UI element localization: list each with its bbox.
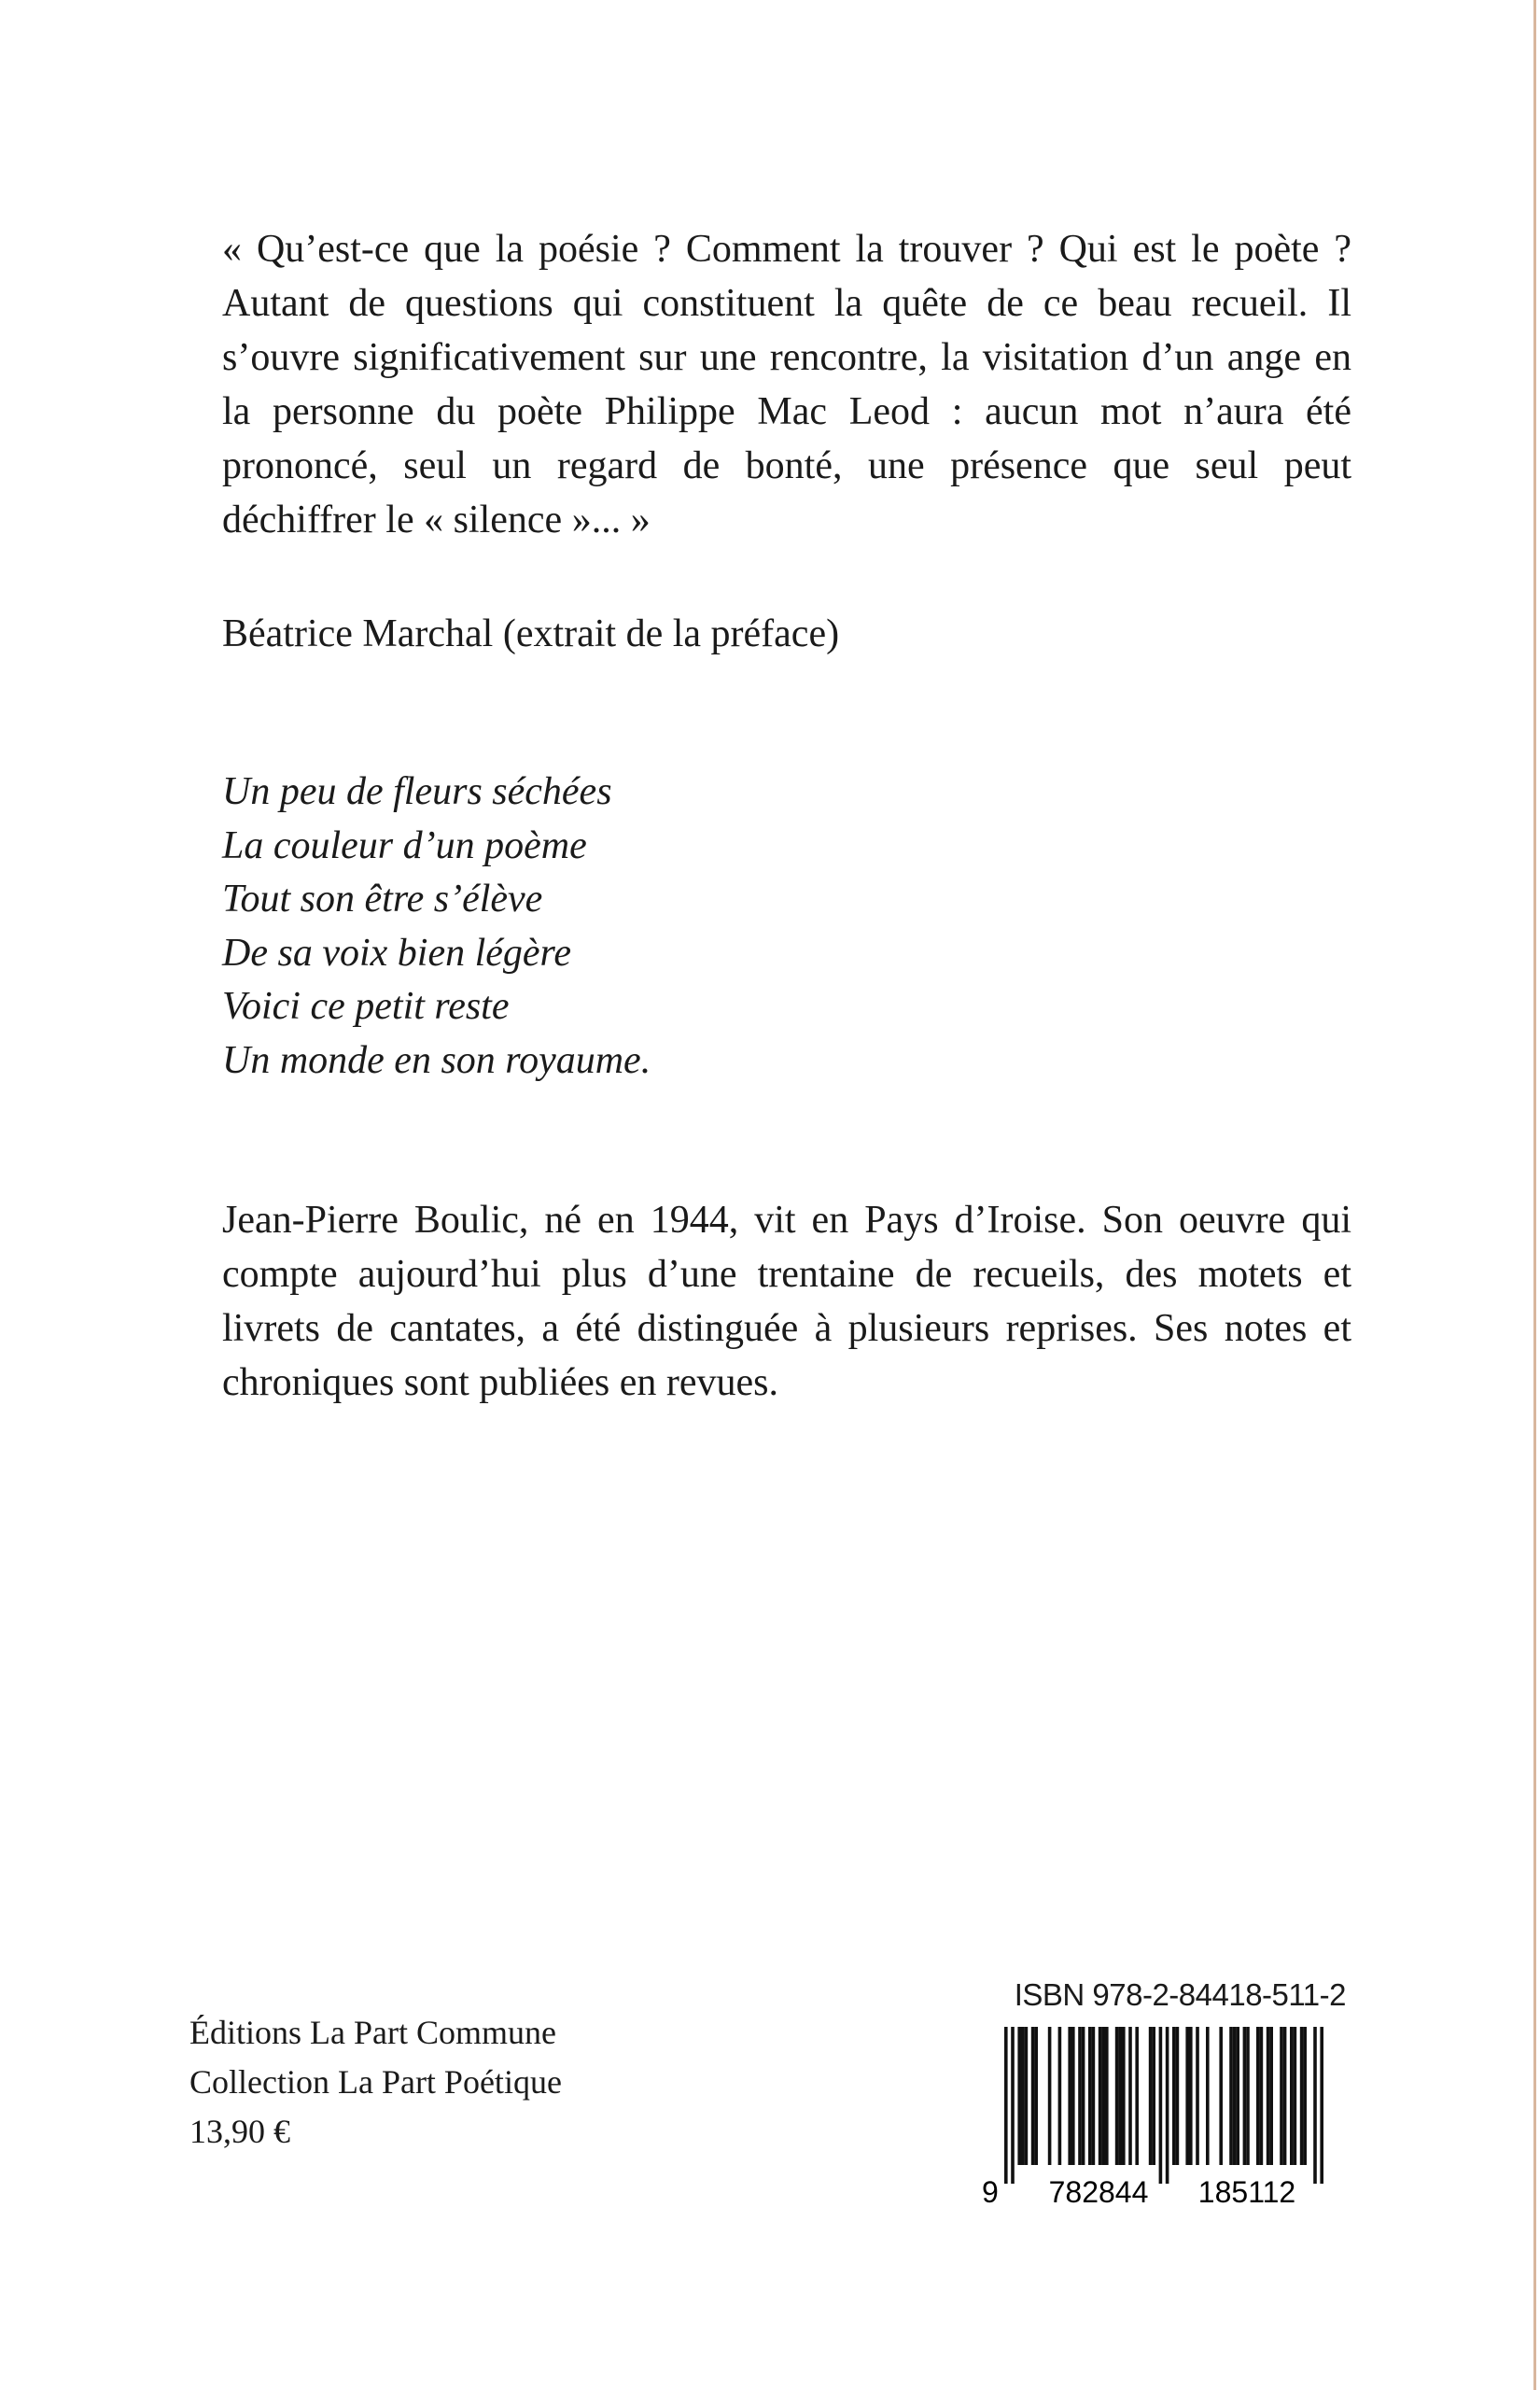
barcode-bar xyxy=(1280,2027,1283,2165)
preface-quote-text: « Qu’est-ce que la poésie ? Comment la trouver ? Qui est le poète ? Autant de questions qui constituent la quête de ce beau recueil. Il s’ouvre significativement sur une rencontre, la visitation d’un ange en la personne du poète Philippe Mac Leod : aucun mot n’aura été prononcé, seul un regard de bonté, une présence que seul peut déchiffrer le « silence »... » xyxy=(222,228,1351,541)
publisher-info xyxy=(189,2008,562,2157)
barcode-bar xyxy=(1101,2027,1105,2165)
barcode-bar xyxy=(1283,2027,1287,2165)
barcode-bar xyxy=(1128,2027,1132,2165)
barcode-bar xyxy=(1068,2027,1071,2165)
price: 13,90 € xyxy=(189,2113,290,2150)
barcode-bar xyxy=(1166,2027,1169,2184)
barcode-bar xyxy=(1011,2027,1015,2184)
barcode-bar xyxy=(1267,2027,1270,2165)
isbn-label: ISBN 978-2-84418-511-2 xyxy=(1014,1977,1346,2012)
barcode-bar xyxy=(1078,2027,1082,2165)
barcode-bar xyxy=(1034,2027,1038,2165)
barcode-bar xyxy=(1313,2027,1317,2184)
barcode-bar xyxy=(1122,2027,1126,2165)
poem-line: La couleur d’un poème xyxy=(222,823,587,867)
barcode-bar xyxy=(1048,2027,1052,2165)
barcode-bar xyxy=(1176,2027,1180,2165)
barcode-bar xyxy=(1118,2027,1122,2165)
quote-attribution: Béatrice Marchal (extrait de la préface) xyxy=(222,612,840,655)
barcode-bar xyxy=(1105,2027,1109,2165)
poem-line: Tout son être s’élève xyxy=(222,878,543,921)
barcode-bar xyxy=(1082,2027,1085,2165)
barcode-bar xyxy=(1058,2027,1062,2165)
barcode-bar xyxy=(1206,2027,1210,2165)
barcode-bar xyxy=(1031,2027,1035,2165)
barcode-bar xyxy=(1236,2027,1239,2165)
barcode-bar xyxy=(1071,2027,1075,2165)
barcode-bar xyxy=(1219,2027,1223,2165)
barcode-bar xyxy=(1243,2027,1247,2165)
author-bio: Jean-Pierre Boulic, né en 1944, vit en Pays d’Iroise. Son oeuvre qui compte aujourd’hui plus d’une trentaine de recueils, des motets et livrets de cantates, a été distinguée à plusieurs reprises. Ses notes et chroniques sont publiées en revues. xyxy=(222,1199,1351,1404)
barcode-bar xyxy=(1303,2027,1307,2165)
barcode-bar xyxy=(1320,2027,1323,2184)
barcode-bar xyxy=(1004,2027,1008,2184)
barcode-bar xyxy=(1300,2027,1304,2165)
barcode-bar xyxy=(1021,2027,1025,2165)
poem-line: Un peu de fleurs séchées xyxy=(222,770,612,813)
barcode-bar xyxy=(1115,2027,1119,2165)
collection-name: Collection La Part Poétique xyxy=(189,2063,562,2101)
barcode-bar xyxy=(1149,2027,1153,2165)
barcode-bars xyxy=(1004,2027,1323,2184)
barcode-bar xyxy=(1269,2027,1273,2165)
poem-line: Un monde en son royaume. xyxy=(222,1038,651,1082)
barcode-right-digits: 185112 xyxy=(1197,2175,1296,2209)
barcode-bar xyxy=(1185,2027,1189,2165)
barcode-bar xyxy=(1290,2027,1294,2165)
barcode-bar xyxy=(1088,2027,1092,2165)
barcode-first-digit: 9 xyxy=(982,2175,999,2209)
isbn-block xyxy=(976,1976,1350,2210)
barcode-bar xyxy=(1233,2027,1237,2165)
preface-quote xyxy=(222,222,1351,547)
barcode-bar xyxy=(1260,2027,1264,2165)
poem-line: De sa voix bien légère xyxy=(222,931,571,975)
barcode-bar xyxy=(1229,2027,1233,2165)
barcode-bar xyxy=(1159,2027,1163,2184)
barcode-left-digits: 782844 xyxy=(1048,2175,1149,2209)
barcode-bar xyxy=(1025,2027,1029,2165)
poem-line: Voici ce petit reste xyxy=(222,985,510,1028)
barcode-bar xyxy=(1256,2027,1260,2165)
barcode-bar xyxy=(1017,2027,1021,2165)
publisher-name: Éditions La Part Commune xyxy=(189,2014,556,2051)
barcode-bar xyxy=(1189,2027,1193,2165)
barcode-bar xyxy=(1196,2027,1199,2165)
poem-excerpt xyxy=(222,766,1351,1088)
barcode-bar xyxy=(1172,2027,1176,2165)
barcode-bar xyxy=(1135,2027,1139,2165)
barcode-bar xyxy=(1294,2027,1297,2165)
barcode xyxy=(976,2023,1350,2210)
barcode-bar xyxy=(1092,2027,1096,2165)
barcode-bar xyxy=(1152,2027,1155,2165)
barcode-bar xyxy=(1246,2027,1250,2165)
barcode-bar xyxy=(1099,2027,1102,2165)
cover-edge-line xyxy=(1533,0,1536,2390)
